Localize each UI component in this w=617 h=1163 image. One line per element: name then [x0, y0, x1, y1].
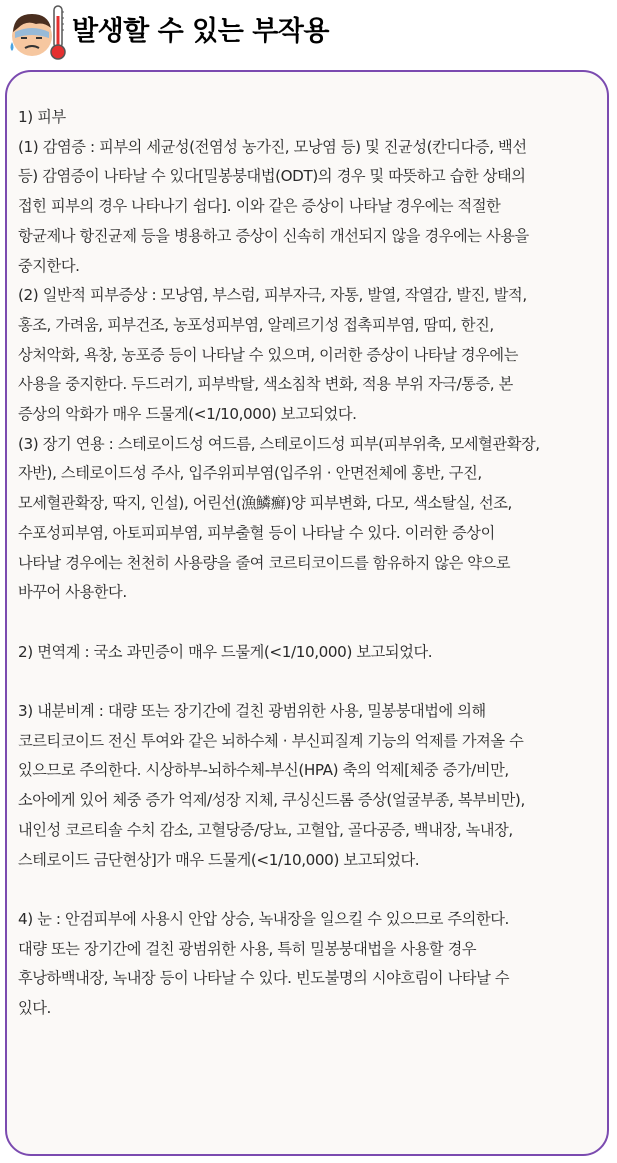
paragraph-general-skin-symptoms: (2) 일반적 피부증상 : 모낭염, 부스럼, 피부자극, 자통, 발열, 작열감, 발진, 발적, 홍조, 가려움, 피부건조, 농포성피부염, 알레르기성 접촉피부염, 땀띠, 한진, 상처악화, 욕창, 농포증 등이 나타날 수 있으며, 이러한 증상이 나타날 경우에는 사용을 중지한다. 두드러기, 피부박탈, 색소침착 변화, 적용 부위 자극/통증, 본 증상의 악화가 매우 드물게(<1/10,000) 보고되었다.	[18, 286, 527, 424]
section-endocrine	[18, 697, 603, 875]
section-skin	[18, 103, 603, 608]
section-gap	[18, 667, 603, 697]
sick-person-thermometer-icon	[6, 2, 68, 64]
page-title: 발생할 수 있는 부작용	[72, 16, 329, 47]
section-gap	[18, 875, 603, 905]
paragraph-long-term-use: (3) 장기 연용 : 스테로이드성 여드름, 스테로이드성 피부(피부위축, 모세혈관확장, 자반), 스테로이드성 주사, 입주위피부염(입주위 · 안면전체에 홍반, 구진, 모세혈관확장, 딱지, 인설), 어린선(漁鱗癬)양 피부변화, 다모, 색소탈실, 선조, 수포성피부염, 아토피피부염, 피부출혈 등이 나타날 수 있다. 이러한 증상이 나타날 경우에는 천천히 사용량을 줄여 코르티코이드를 함유하지 않은 약으로 바꾸어 사용한다.	[18, 434, 540, 602]
section-gap	[18, 608, 603, 638]
paragraph-infection: (1) 감염증 : 피부의 세균성(전염성 농가진, 모낭염 등) 및 진균성(칸디다증, 백선 등) 감염증이 나타날 수 있다[밀봉붕대법(ODT)의 경우 및 따뜻하고 습한 상태의 접힌 피부의 경우 나타나기 쉽다]. 이와 같은 증상이 나타날 경우에는 적절한 항균제나 항진균제 등을 병용하고 증상이 신속히 개선되지 않을 경우에는 사용을 중지한다.	[18, 137, 529, 275]
paragraph-immune: 2) 면역계 : 국소 과민증이 매우 드물게(<1/10,000) 보고되었다.	[18, 642, 433, 661]
section-heading: 1) 피부	[18, 108, 66, 126]
section-eye	[18, 905, 603, 1024]
section-header	[6, 2, 606, 64]
section-immune	[18, 638, 603, 668]
side-effects-body	[18, 103, 603, 1024]
paragraph-eye: 4) 눈 : 안검피부에 사용시 안압 상승, 녹내장을 일으킬 수 있으므로 주의한다. 대량 또는 장기간에 걸친 광범위한 사용, 특히 밀봉붕대법을 사용할 경우 후낭하백내장, 녹내장 등이 나타날 수 있다. 빈도불명의 시야흐림이 나타날 수 있다.	[18, 909, 510, 1018]
paragraph-endocrine: 3) 내분비계 : 대량 또는 장기간에 걸친 광범위한 사용, 밀봉붕대법에 의해 코르티코이드 전신 투여와 같은 뇌하수체 · 부신피질계 기능의 억제를 가져올 수 있으므로 주의한다. 시상하부-뇌하수체-부신(HPA) 축의 억제[체중 증가/비만, 소아에게 있어 체중 증가 억제/성장 지체, 쿠싱신드롬 증상(얼굴부종, 복부비만), 내인성 코르티솔 수치 감소, 고혈당증/당뇨, 고혈압, 골다공증, 백내장, 녹내장, 스테로이드 금단현상]가 매우 드물게(<1/10,000) 보고되었다.	[18, 702, 525, 869]
